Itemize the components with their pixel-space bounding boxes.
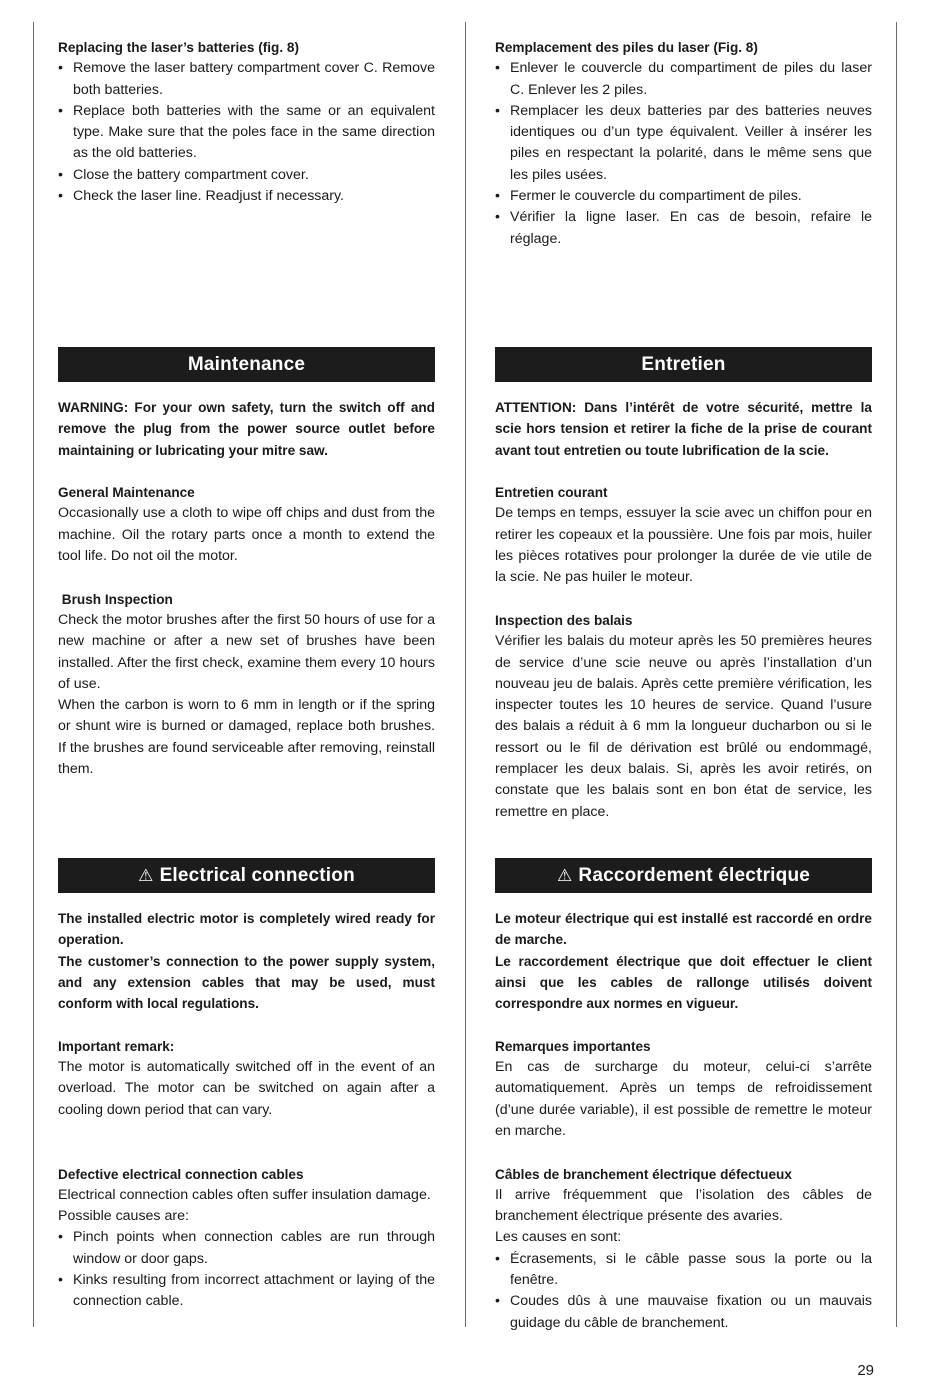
list-item: • Check the laser line. Readjust if necessary. xyxy=(58,186,435,207)
causes-list xyxy=(495,1249,872,1334)
general-maintenance-text: De temps en temps, essuyer la scie avec un chiffon pour en retirer les copeaux et la poussière. Une fois par mois, huiler les pièces rotatives pour prolonger la durée de vie utile de la scie. Ne pas huiler le moteur. xyxy=(495,505,872,586)
french-electrical-section xyxy=(495,858,872,1334)
important-remark-text: En cas de surcharge du moteur, celui-ci s’arrête automatiquement. Après un temps de refroidissement (d’une durée variable), il est possible de remettre le moteur en marche. xyxy=(495,1059,872,1139)
defective-cables-text: Electrical connection cables often suffer insulation damage. xyxy=(58,1186,431,1203)
list-item: • Close the battery compartment cover. xyxy=(58,165,435,186)
battery-steps-list xyxy=(495,58,872,250)
battery-heading: Remplacement des piles du laser (Fig. 8) xyxy=(495,40,758,55)
defective-cables-text: Il arrive fréquemment que l’isolation des câbles de branchement électrique présente des avaries. xyxy=(495,1186,872,1225)
important-remark-text: The motor is automatically switched off in the event of an overload. The motor can be switched on again after a cooling down period that can vary. xyxy=(58,1059,435,1118)
warning-triangle-icon: ⚠ xyxy=(138,866,154,885)
french-column xyxy=(495,37,872,250)
battery-steps-list xyxy=(58,58,435,207)
electrical-title-bar xyxy=(495,858,872,893)
left-margin-line xyxy=(33,22,34,1327)
right-margin-line xyxy=(896,22,897,1327)
maintenance-warning: ATTENTION: Dans l’intérêt de votre sécurité, mettre la scie hors tension et retirer la fiche de la prise de courant avant tout entretien ou toute lubrification de la scie. xyxy=(495,400,872,458)
electrical-intro-1: Le moteur électrique qui est installé est raccordé en ordre de marche. xyxy=(495,911,872,948)
electrical-title: Electrical connection xyxy=(159,865,355,886)
list-item: • Remplacer les deux batteries par des batteries neuves identiques ou d’un type équivalent. Veiller à insérer les piles en respectant la polarité, dans le même sens que les piles usées. xyxy=(495,101,872,186)
maintenance-title-bar xyxy=(58,347,435,382)
english-column xyxy=(58,37,435,207)
list-item: • Écrasements, si le câble passe sous la porte ou la fenêtre. xyxy=(495,1249,872,1292)
page-number: 29 xyxy=(857,1362,874,1379)
maintenance-warning: WARNING: For your own safety, turn the switch off and remove the plug from the power source outlet before maintaining or lubricating your mitre saw. xyxy=(58,400,435,458)
english-electrical-section xyxy=(58,858,435,1313)
brush-inspection-text-1: Check the motor brushes after the first 50 hours of use for a new machine or after a new set of brushes have been installed. After the first check, examine them every 10 hours of use. xyxy=(58,611,435,692)
maintenance-title: Entretien xyxy=(641,354,726,375)
list-item: • Kinks resulting from incorrect attachment or laying of the connection cable. xyxy=(58,1270,435,1313)
list-item: • Remove the laser battery compartment cover C. Remove both batteries. xyxy=(58,58,435,101)
possible-causes-label: Les causes en sont: xyxy=(495,1229,622,1246)
brush-inspection-heading: Brush Inspection xyxy=(58,591,173,607)
causes-list xyxy=(58,1227,435,1312)
possible-causes-label: Possible causes are: xyxy=(58,1208,189,1225)
defective-cables-heading: Defective electrical connection cables xyxy=(58,1166,304,1182)
list-item: • Coudes dûs à une mauvaise fixation ou un mauvais guidage du câble de branchement. xyxy=(495,1291,872,1334)
general-maintenance-heading: Entretien courant xyxy=(495,485,608,501)
brush-inspection-text-2: When the carbon is worn to 6 mm in length or if the spring or shunt wire is burned or damaged, replace both brushes. If the brushes are found serviceable after removing, reinstall them. xyxy=(58,697,435,778)
list-item: • Replace both batteries with the same or an equivalent type. Make sure that the poles face in the same direction as the old batteries. xyxy=(58,101,435,165)
brush-inspection-text: Vérifier les balais du moteur après les 50 premières heures de service d’une scie neuve ou après l’installation d’un nouveau jeu de balais. Après cette première vérification, les inspecter toutes les 10 heures de service. Quand l’usure des balais a réduit à 6 mm la longueur ducharbon ou si le ressort ou le fil de dérivation est brûlé ou endommagé, remplacer les deux balais. Si, après les avoir retirés, on constate que les balais sont en bon état de service, les remettre en place. xyxy=(495,633,872,820)
list-item: • Vérifier la ligne laser. En cas de besoin, refaire le réglage. xyxy=(495,207,872,250)
general-maintenance-text: Occasionally use a cloth to wipe off chips and dust from the machine. Oil the rotary parts once a month to extend the tool life. Do not oil the motor. xyxy=(58,505,435,565)
warning-triangle-icon: ⚠ xyxy=(556,866,573,885)
french-maintenance-section xyxy=(495,347,872,823)
maintenance-title: Maintenance xyxy=(187,354,306,375)
electrical-title-bar xyxy=(58,858,435,893)
general-maintenance-heading: General Maintenance xyxy=(58,485,195,501)
defective-cables-heading: Câbles de branchement électrique défectueux xyxy=(495,1166,792,1182)
important-remark-heading: Important remark: xyxy=(58,1038,175,1054)
list-item: • Pinch points when connection cables are run through window or door gaps. xyxy=(58,1227,435,1270)
electrical-intro-2: Le raccordement électrique que doit effectuer le client ainsi que les cables de rallonge utilisés doivent correspondre aux normes en vigueur. xyxy=(495,953,872,1012)
battery-heading: Replacing the laser’s batteries (fig. 8) xyxy=(58,40,299,55)
electrical-intro-1: The installed electric motor is completely wired ready for operation. xyxy=(58,911,435,948)
electrical-intro-2: The customer’s connection to the power supply system, and any extension cables that may be used, must conform with local regulations. xyxy=(58,953,435,1012)
list-item: • Enlever le couvercle du compartiment de piles du laser C. Enlever les 2 piles. xyxy=(495,58,872,101)
list-item: • Fermer le couvercle du compartiment de piles. xyxy=(495,186,872,207)
english-maintenance-section xyxy=(58,347,435,780)
brush-inspection-heading: Inspection des balais xyxy=(495,612,633,628)
electrical-title: Raccordement électrique xyxy=(578,865,811,886)
important-remark-heading: Remarques importantes xyxy=(495,1038,651,1054)
maintenance-title-bar xyxy=(495,347,872,382)
center-divider-line xyxy=(465,22,466,1327)
